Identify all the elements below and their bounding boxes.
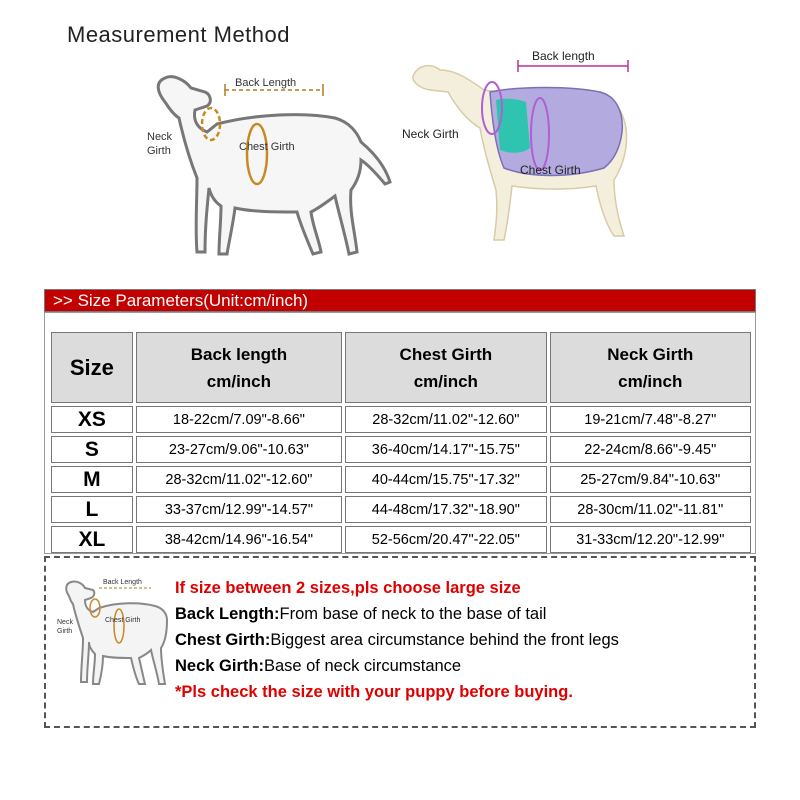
neck-girth-label-line1: Neck [147,131,173,143]
note-neck-girth [175,653,745,679]
neck-girth-cell: 31-33cm/12.20"-12.99" [550,526,751,553]
size-table [48,329,754,556]
small-back-length-label: Back Length [103,579,142,586]
note-back-length [175,601,745,627]
back-length-desc: From base of neck to the base of tail [279,605,547,623]
chest-girth-cell: 36-40cm/14.17"-15.75" [345,436,546,463]
back-length-cell: 33-37cm/12.99"-14.57" [136,496,342,523]
size-parameters-header [44,289,756,312]
size-cell: XS [51,406,133,433]
neck-girth-cell: 28-30cm/11.02"-11.81" [550,496,751,523]
size-cell: XL [51,526,133,553]
size-cell: S [51,436,133,463]
chest-girth-desc: Biggest area circumstance behind the front legs [270,631,619,649]
table-row [51,496,751,523]
back-length-cell: 38-42cm/14.96"-16.54" [136,526,342,553]
notes-text [175,575,745,705]
back-length-cell: 28-32cm/11.02"-12.60" [136,466,342,493]
chest-girth-cell: 40-44cm/15.75"-17.32" [345,466,546,493]
size-cell: L [51,496,133,523]
back-length-label: Back length [532,49,595,63]
small-dog-diagram [55,572,175,692]
column-header-size: Size [51,332,133,403]
neck-girth-cell: 22-24cm/8.66"-9.45" [550,436,751,463]
chest-girth-cell: 28-32cm/11.02"-12.60" [345,406,546,433]
chest-girth-cell: 44-48cm/17.32"-18.90" [345,496,546,523]
table-row [51,466,751,493]
neck-girth-term: Neck Girth: [175,657,264,675]
size-warning: If size between 2 sizes,pls choose large size [175,579,521,597]
chest-girth-term: Chest Girth: [175,631,271,649]
column-header-neck-girth: Neck Girth cm/inch [550,332,751,403]
back-length-label: Back Length [235,77,297,89]
final-note: *Pls check the size with your puppy before buying. [175,683,573,701]
page-title: Measurement Method [67,22,290,47]
size-parameters-title: >> Size Parameters(Unit:cm/inch) [53,291,309,310]
dog-outline-silhouette [158,77,390,254]
small-neck-label-line1: Neck [57,619,73,626]
column-header-chest-girth: Chest Girth cm/inch [345,332,546,403]
column-header-back-length: Back length cm/inch [136,332,342,403]
chest-girth-label: Chest Girth [239,141,295,153]
table-row [51,406,751,433]
neck-girth-cell: 25-27cm/9.84"-10.63" [550,466,751,493]
small-dog-silhouette [66,581,167,684]
neck-girth-label: Neck Girth [402,127,459,141]
table-row [51,526,751,553]
back-length-cell: 23-27cm/9.06"-10.63" [136,436,342,463]
neck-girth-label-line2: Girth [147,145,171,157]
chest-girth-cell: 52-56cm/20.47"-22.05" [345,526,546,553]
neck-girth-cell: 19-21cm/7.48"-8.27" [550,406,751,433]
table-header-row [51,332,751,403]
table-row [51,436,751,463]
neck-girth-desc: Base of neck circumstance [263,657,462,675]
note-chest-girth [175,627,745,653]
small-neck-label-line2: Girth [57,628,73,635]
small-chest-label: Chest Girth [105,617,141,624]
size-cell: M [51,466,133,493]
dog-vest-diagram [400,40,670,255]
back-length-term: Back Length: [175,605,280,623]
dog-outline-diagram [135,62,395,267]
chest-girth-label: Chest Girth [520,163,581,177]
back-length-cell: 18-22cm/7.09"-8.66" [136,406,342,433]
